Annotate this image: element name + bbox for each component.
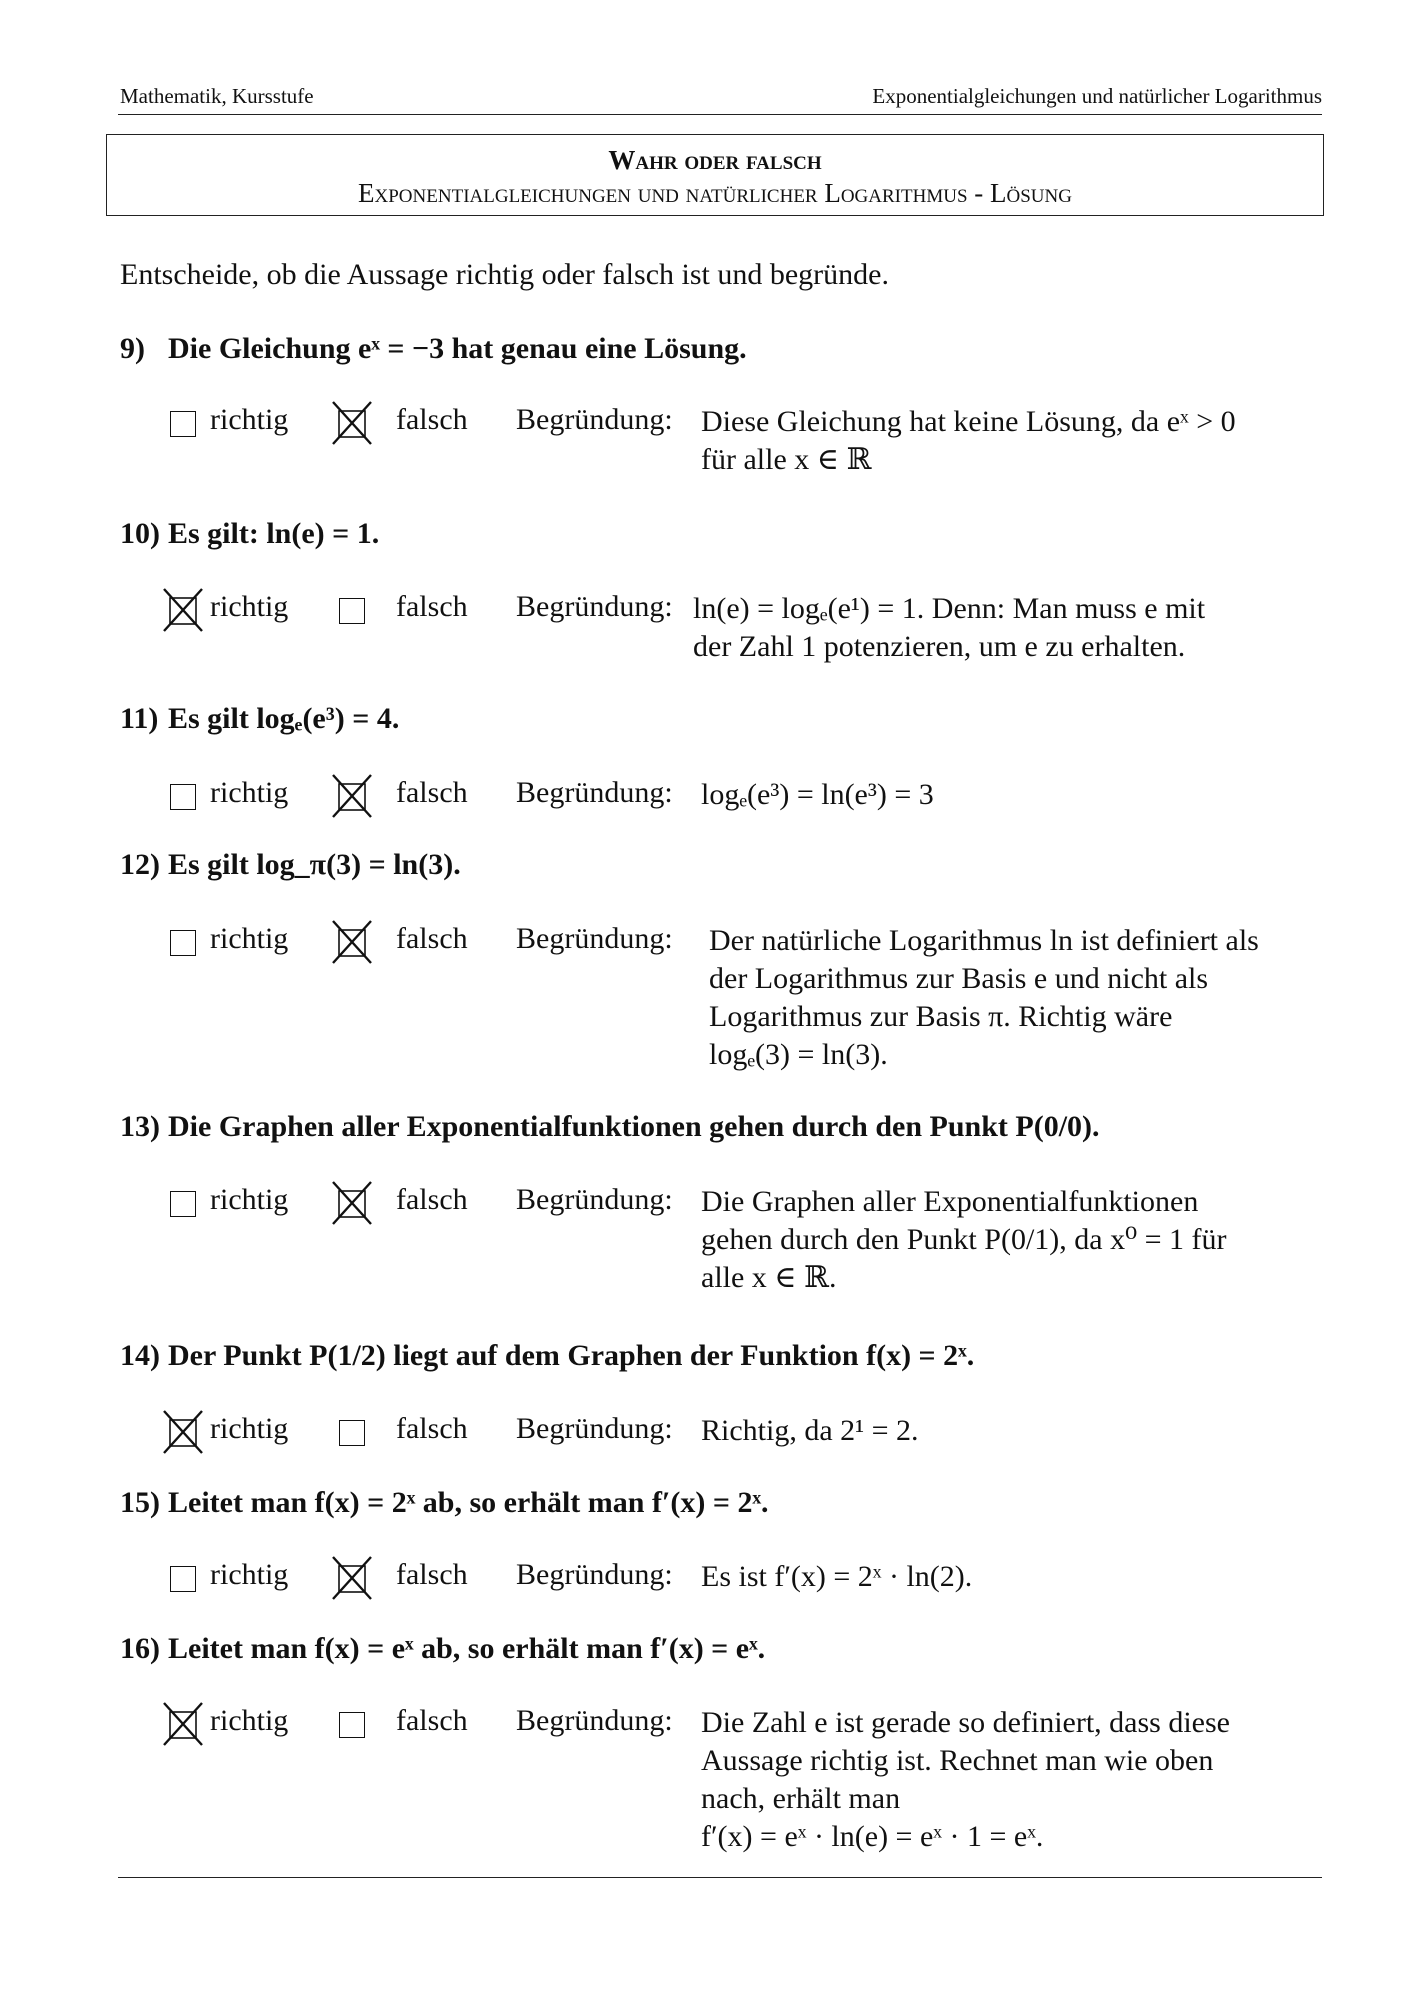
question-text: Die Graphen aller Exponentialfunktionen gehen durch den Punkt P(0/0).: [168, 1110, 1100, 1143]
label-richtig: richtig: [210, 922, 289, 955]
checkbox[interactable]: [170, 1191, 196, 1217]
reason-line: Richtig, da 2¹ = 2.: [701, 1414, 919, 1447]
label-richtig: richtig: [210, 1558, 289, 1591]
reason-line: Logarithmus zur Basis π. Richtig wäre: [709, 1000, 1173, 1033]
question-statement: [120, 1110, 1100, 1144]
question-number: 11): [120, 702, 159, 735]
label-richtig: richtig: [210, 1704, 289, 1737]
reason-line: der Logarithmus zur Basis e und nicht als: [709, 962, 1209, 995]
checkbox[interactable]: [339, 598, 365, 624]
label-begruendung: Begründung:: [516, 776, 673, 809]
label-begruendung: Begründung:: [516, 1183, 673, 1216]
question-number: 16): [120, 1632, 160, 1665]
label-richtig: richtig: [210, 403, 289, 436]
label-begruendung: Begründung:: [516, 403, 673, 436]
question-text: Der Punkt P(1/2) liegt auf dem Graphen der Funktion f(x) = 2ˣ.: [168, 1339, 975, 1372]
label-falsch: falsch: [396, 776, 468, 809]
header-right: Exponentialgleichungen und natürlicher Logarithmus: [872, 84, 1322, 108]
checkbox[interactable]: [339, 1712, 365, 1738]
question-statement: [120, 1339, 974, 1373]
title-line1: Wahr oder falsch: [608, 145, 822, 175]
title-line2: Exponentialgleichungen und natürlicher Logarithmus - Lösung: [358, 178, 1072, 208]
checkbox[interactable]: [170, 411, 196, 437]
checked-checkbox-icon[interactable]: [329, 772, 375, 820]
label-begruendung: Begründung:: [516, 1704, 673, 1737]
reason-line: Diese Gleichung hat keine Lösung, da eˣ > 0: [701, 405, 1236, 438]
question-statement: [120, 332, 747, 366]
question-text: Es gilt log_π(3) = ln(3).: [168, 848, 461, 881]
label-begruendung: Begründung:: [516, 590, 673, 623]
label-falsch: falsch: [396, 922, 468, 955]
header-divider: [118, 114, 1322, 115]
label-richtig: richtig: [210, 590, 289, 623]
checkbox[interactable]: [170, 930, 196, 956]
title-box: [106, 134, 1324, 216]
checked-checkbox-icon[interactable]: [329, 399, 375, 447]
reason-line: nach, erhält man: [701, 1782, 901, 1815]
reason-line: ln(e) = logₑ(e¹) = 1. Denn: Man muss e mit: [693, 592, 1206, 625]
checked-checkbox-icon[interactable]: [329, 1179, 375, 1227]
checkbox[interactable]: [170, 1566, 196, 1592]
checked-checkbox-icon[interactable]: [329, 1554, 375, 1602]
label-falsch: falsch: [396, 403, 468, 436]
question-statement: [120, 702, 399, 736]
question-number: 13): [120, 1110, 160, 1143]
label-begruendung: Begründung:: [516, 1412, 673, 1445]
reason-text: [701, 1412, 919, 1450]
reason-line: Der natürliche Logarithmus ln ist definiert als: [709, 924, 1259, 957]
reason-line: gehen durch den Punkt P(0/1), da x⁰ = 1 für: [701, 1223, 1227, 1256]
reason-line: Aussage richtig ist. Rechnet man wie oben: [701, 1744, 1214, 1777]
reason-line: Die Graphen aller Exponentialfunktionen: [701, 1185, 1199, 1218]
checked-checkbox-icon[interactable]: [160, 586, 206, 634]
reason-line: für alle x ∈ ℝ: [701, 443, 872, 476]
question-text: Es gilt logₑ(e³) = 4.: [168, 702, 400, 735]
label-richtig: richtig: [210, 1412, 289, 1445]
header-left: Mathematik, Kursstufe: [120, 84, 314, 108]
checkbox[interactable]: [170, 784, 196, 810]
footer-divider: [118, 1877, 1322, 1878]
label-begruendung: Begründung:: [516, 922, 673, 955]
question-number: 10): [120, 517, 160, 550]
question-number: 9): [120, 332, 145, 365]
reason-line: Es ist f′(x) = 2ˣ · ln(2).: [701, 1560, 973, 1593]
reason-line: der Zahl 1 potenzieren, um e zu erhalten.: [693, 630, 1186, 663]
question-text: Es gilt: ln(e) = 1.: [168, 517, 380, 550]
label-richtig: richtig: [210, 776, 289, 809]
checked-checkbox-icon[interactable]: [160, 1408, 206, 1456]
checkbox[interactable]: [339, 1420, 365, 1446]
reason-text: [701, 403, 1236, 479]
checked-checkbox-icon[interactable]: [329, 918, 375, 966]
checked-checkbox-icon[interactable]: [160, 1700, 206, 1748]
question-text: Die Gleichung eˣ = −3 hat genau eine Lösung.: [168, 332, 747, 365]
reason-text: [701, 1558, 972, 1596]
reason-text: [701, 1183, 1227, 1297]
question-statement: [120, 517, 379, 551]
reason-text: [701, 776, 934, 814]
question-text: Leitet man f(x) = 2ˣ ab, so erhält man f′(x) = 2ˣ.: [168, 1486, 769, 1519]
label-falsch: falsch: [396, 1183, 468, 1216]
question-number: 14): [120, 1339, 160, 1372]
question-number: 12): [120, 848, 160, 881]
reason-text: [701, 1704, 1230, 1856]
reason-text: [709, 922, 1259, 1074]
label-falsch: falsch: [396, 590, 468, 623]
label-falsch: falsch: [396, 1558, 468, 1591]
instructions: Entscheide, ob die Aussage richtig oder falsch ist und begründe.: [120, 258, 889, 291]
label-falsch: falsch: [396, 1412, 468, 1445]
reason-line: alle x ∈ ℝ.: [701, 1261, 837, 1294]
reason-line: f′(x) = eˣ · ln(e) = eˣ · 1 = eˣ.: [701, 1820, 1044, 1853]
question-number: 15): [120, 1486, 160, 1519]
reason-line: logₑ(3) = ln(3).: [709, 1038, 888, 1071]
reason-text: [693, 590, 1205, 666]
reason-line: logₑ(e³) = ln(e³) = 3: [701, 778, 934, 811]
reason-line: Die Zahl e ist gerade so definiert, dass diese: [701, 1706, 1230, 1739]
label-falsch: falsch: [396, 1704, 468, 1737]
question-statement: [120, 1486, 769, 1520]
question-text: Leitet man f(x) = eˣ ab, so erhält man f′(x) = eˣ.: [168, 1632, 766, 1665]
label-richtig: richtig: [210, 1183, 289, 1216]
label-begruendung: Begründung:: [516, 1558, 673, 1591]
question-statement: [120, 848, 461, 882]
question-statement: [120, 1632, 765, 1666]
